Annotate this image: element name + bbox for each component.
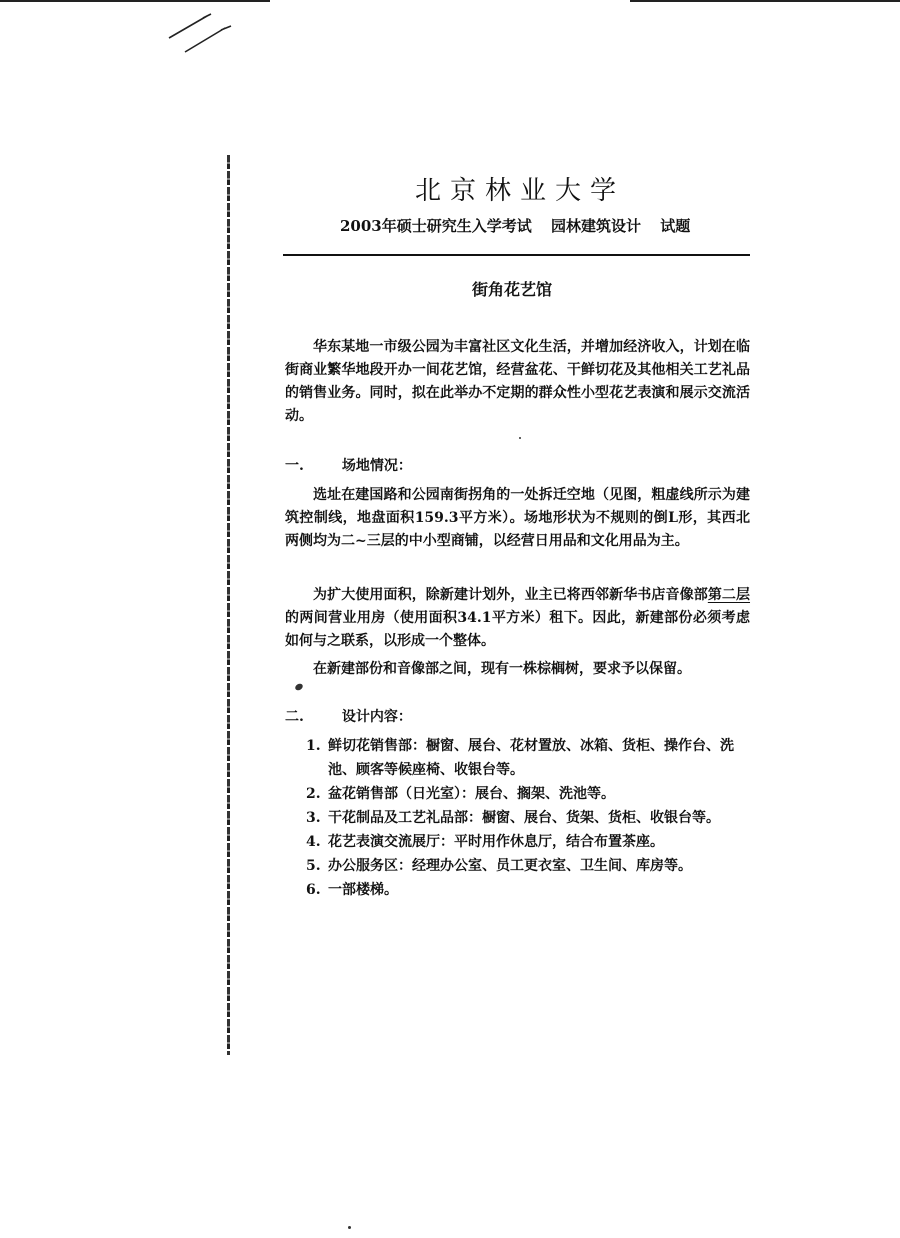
exam-paper-type: 试题 bbox=[660, 217, 691, 235]
ink-speck-icon bbox=[294, 682, 304, 691]
list-item bbox=[306, 830, 756, 854]
site-paragraph-2 bbox=[285, 584, 750, 653]
site-paragraph-2-underlined: 第二层 bbox=[707, 587, 751, 603]
list-item bbox=[306, 878, 756, 902]
list-item-index: 5. bbox=[306, 858, 321, 874]
header-divider bbox=[283, 254, 750, 256]
list-item bbox=[306, 782, 756, 806]
ink-speck-icon bbox=[519, 437, 521, 439]
list-item-text: 一部楼梯。 bbox=[328, 882, 398, 898]
site-paragraph-2-start: 为扩大使用面积，除新建计划外，业主已将西邻新华书店音像部 bbox=[313, 587, 708, 603]
list-item-index: 4. bbox=[306, 834, 321, 850]
list-item-text: 干花制品及工艺礼品部：橱窗、展台、货架、货柜、收银台等。 bbox=[328, 810, 720, 826]
exam-year-desc: 2003年硕士研究生入学考试 bbox=[340, 217, 532, 235]
list-item-index: 2. bbox=[306, 786, 321, 802]
university-name: 北京林业大学 bbox=[414, 176, 625, 206]
exam-subtitle bbox=[340, 215, 704, 236]
scan-edge bbox=[0, 0, 900, 2]
site-paragraph-1: 选址在建国路和公园南街拐角的一处拆迁空地（见图，粗虚线所示为建筑控制线，地盘面积159.3平方米）。场地形状为不规则的倒L形，其西北两侧均为二~三层的中小型商铺，以经营日用品和文化用品为主。 bbox=[285, 487, 750, 549]
list-item-text: 花艺表演交流展厅：平时用作休息厅，结合布置茶座。 bbox=[328, 834, 664, 850]
ink-speck-icon bbox=[348, 1226, 351, 1229]
list-item-index: 6. bbox=[306, 882, 321, 898]
site-paragraph-3: 在新建部份和音像部之间，现有一株棕榈树，要求予以保留。 bbox=[313, 661, 691, 677]
list-item-index: 1. bbox=[306, 738, 321, 754]
design-heading-label: 设计内容： bbox=[341, 709, 412, 725]
design-heading-number: 二. bbox=[285, 709, 304, 725]
page-title: 街角花艺馆 bbox=[472, 280, 553, 299]
list-item bbox=[306, 734, 756, 782]
exam-subject: 园林建筑设计 bbox=[550, 217, 641, 235]
binding-margin-line bbox=[227, 155, 230, 1055]
list-item bbox=[306, 806, 756, 830]
site-paragraph-2-end: 的两间营业用房（使用面积34.1平方米）租下。因此，新建部份必须考虑如何与之联系，以形成一个整体。 bbox=[285, 610, 750, 649]
design-content-list bbox=[306, 734, 756, 902]
intro-paragraph: 华东某地一市级公园为丰富社区文化生活，并增加经济收入，计划在临街商业繁华地段开办一间花艺馆，经营盆花、干鲜切花及其他相关工艺礼品的销售业务。同时，拟在此举办不定期的群众性小型花艺表演和展示交流活动。 bbox=[285, 339, 750, 424]
site-heading bbox=[285, 455, 412, 475]
pen-marks-icon bbox=[165, 8, 245, 58]
list-item-text: 鲜切花销售部：橱窗、展台、花材置放、冰箱、货柜、操作台、洗池、顾客等候座椅、收银台等。 bbox=[328, 738, 734, 778]
site-heading-label: 场地情况： bbox=[341, 458, 412, 474]
list-item bbox=[306, 854, 756, 878]
list-item-text: 办公服务区：经理办公室、员工更衣室、卫生间、库房等。 bbox=[328, 858, 692, 874]
list-item-index: 3. bbox=[306, 810, 321, 826]
design-heading bbox=[285, 706, 412, 726]
site-heading-number: 一. bbox=[285, 458, 304, 474]
list-item-text: 盆花销售部（日光室）：展台、搁架、洗池等。 bbox=[328, 786, 615, 802]
